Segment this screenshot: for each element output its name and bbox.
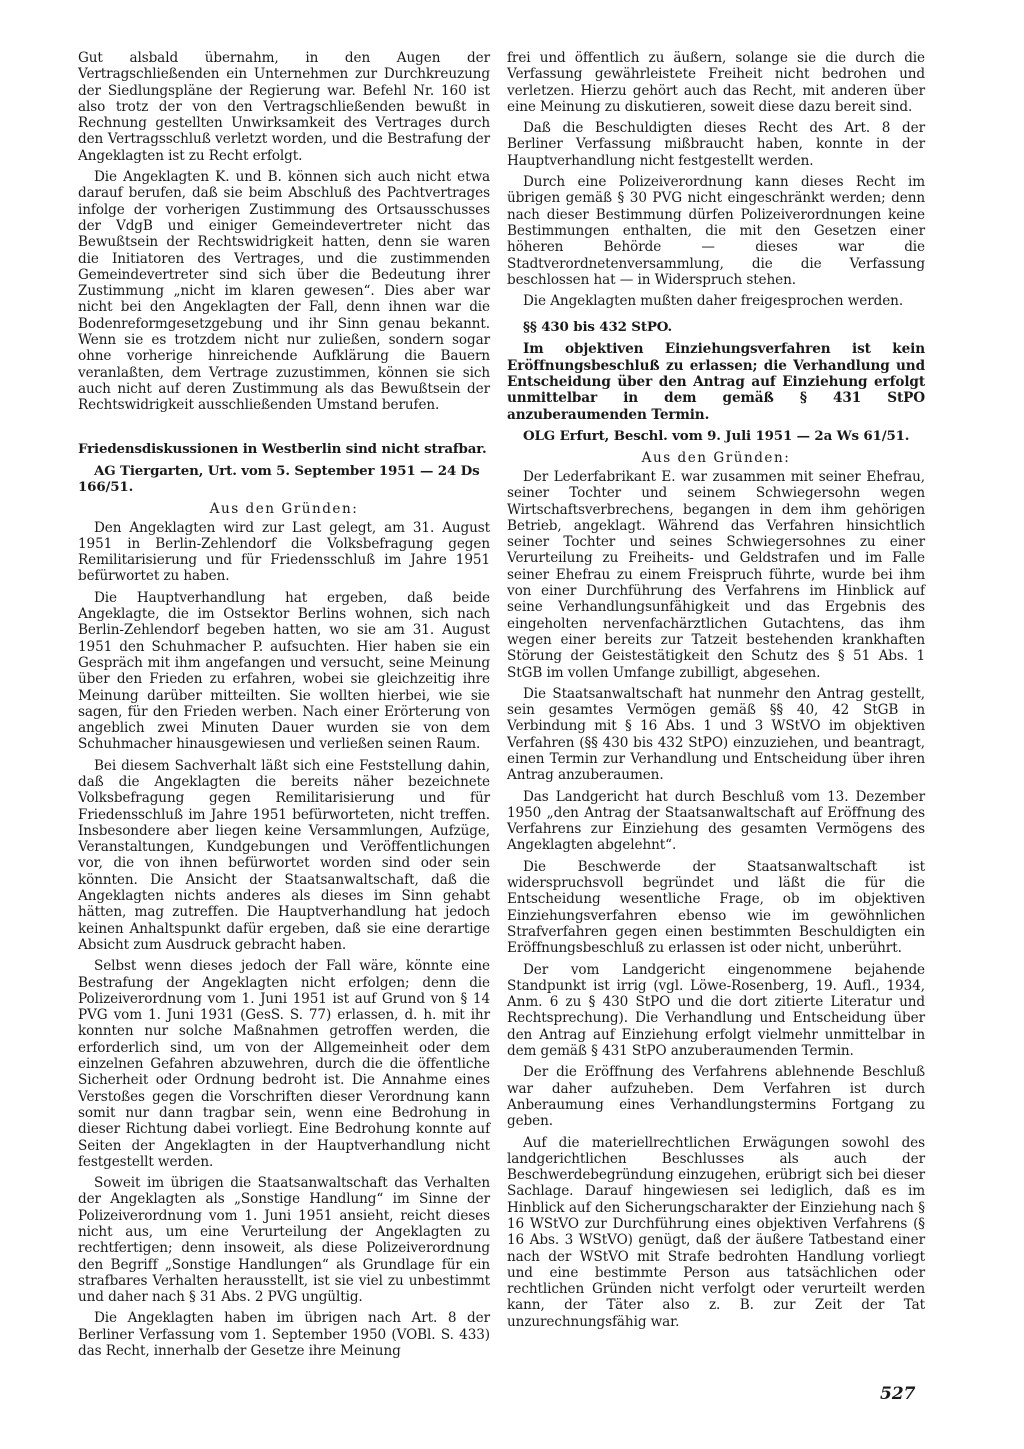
paragraph: Gut alsbald übernahm, in den Augen der Vertragschließenden ein Unternehmen zur Durchkreuzung der Siedlungspläne der Regierung war. Befehl Nr. 160 ist also trotz der von den Vertragschließenden bewußt in Rechnung gestellten Unwirksamkeit des Vertrages durch den Vertragsschluß verletzt worden, und die Bestrafung der Angeklagten ist zu Recht erfolgt. [78, 50, 490, 164]
paragraph: Das Landgericht hat durch Beschluß vom 13. Dezember 1950 „den Antrag der Staatsanwaltschaft auf Eröffnung des Verfahrens zur Einziehung des gesamten Vermögens des Angeklagten abgelehnt“. [507, 788, 925, 854]
paragraph: Die Angeklagten K. und B. können sich auch nicht etwa darauf berufen, daß sie beim Abschluß des Pachtvertrages infolge der vorherigen Zustimmung des Ortsausschusses der VdgB und einiger Gemeindevertreter nicht das Bewußtsein der Rechtswidrigkeit hatten, denn sie waren die Initiatoren des Vertrages, und die zustimmenden Gemeindevertreter sind sich über die Bedeutung ihrer Zustimmung „nicht im klaren gewesen“. Dies aber war nicht bei den Angeklagten der Fall, denn ihnen war die Bodenreformgesetzgebung und ihr Sinn genau bekannt. Wenn sie es trotzdem nicht nur zuließen, sondern sogar ohne vorherige hinreichende Aufklärung die Bauern veranlaßten, dem Vertrage zuzustimmen, können sie sich auch nicht auf deren Zustimmung als das Bewußtsein der Rechtswidrigkeit ausschließenden Umstand berufen. [78, 169, 490, 414]
court-citation: OLG Erfurt, Beschl. vom 9. Juli 1951 — 2a Ws 61/51. [523, 427, 910, 444]
paragraph: frei und öffentlich zu äußern, solange sie die durch die Verfassung gewährleistete Freiheit nicht bedrohen und verletzen. Hierzu gehört auch das Recht, mit anderen über eine Meinung zu diskutieren, soweit diese dazu bereit sind. [507, 50, 925, 115]
paragraph: Auf die materiellrechtlichen Erwägungen sowohl des landgerichtlichen Beschlusses als auch der Beschwerdebegründung einzugehen, erübrigt sich bei dieser Sachlage. Darauf hingewiesen sei lediglich, daß es im Hinblick auf den Sicherungscharakter der Einziehung nach § 16 WStVO zur Durchführung eines objektiven Verfahrens (§ 16 Abs. 3 WStVO) genügt, daß der äußere Tatbestand einer nach der WStVO mit Strafe bedrohten Handlung vorliegt und eine bestimmte Person aus tatsächlichen oder rechtlichen Gründen nicht verfolgt oder verurteilt werden kann, der Täter also z. B. zur Zeit der Tat unzurechnungsfähig war. [507, 1134, 925, 1330]
paragraph: Selbst wenn dieses jedoch der Fall wäre, könnte eine Bestrafung der Angeklagten nicht erfolgen; denn die Polizeiverordnung vom 1. Juni 1951 ist auf Grund von § 14 PVG vom 1. Juni 1931 (GesS. S. 77) erlassen, d. h. mit ihr konnten nur solche Maßnahmen getroffen werden, die erforderlich sind, um von der Allgemeinheit oder dem einzelnen Gefahren abzuwehren, durch die die öffentliche Sicherheit oder Ordnung bedroht ist. Die Annahme eines Verstoßes gegen die Vorschriften dieser Verordnung kann somit nur dann tragbar sein, wenn eine Bedrohung in dieser Richtung dabei vorliegt. Eine Bedrohung konnte auf Seiten der Angeklagten in der Hauptverhandlung nicht festgestellt werden. [78, 958, 490, 1170]
right-column [507, 50, 925, 1335]
case-title: Friedensdiskussionen in Westberlin sind nicht strafbar. [78, 440, 487, 457]
paragraph: Die Beschwerde der Staatsanwaltschaft ist widerspruchsvoll begründet und läßt die für die Entscheidung wesentliche Frage, ob im objektiven Einziehungsverfahren ebenso wie im gewöhnlichen Strafverfahren gegen einen bestimmten Beschuldigten ein Eröffnungsbeschluß zu erlassen ist oder nicht, unberührt. [507, 858, 925, 957]
paragraph: Daß die Beschuldigten dieses Recht des Art. 8 der Berliner Verfassung mißbraucht haben, konnte in der Hauptverhandlung nicht festgestellt werden. [507, 120, 925, 169]
paragraph: Den Angeklagten wird zur Last gelegt, am 31. August 1951 in Berlin-Zehlendorf die Volksbefragung gegen Remilitarisierung und für Friedensschluß im Jahre 1951 befürwortet zu haben. [78, 519, 490, 585]
paragraph: Bei diesem Sachverhalt läßt sich eine Feststellung dahin, daß die Angeklagten die bereits näher bezeichnete Volksbefragung gegen Remilitarisierung und für Friedensschluß im Jahre 1951 befürworteten, nicht treffen. Insbesondere aber liegen keine Versammlungen, Aufzüge, Veranstaltungen, Kundgebungen und Veröffentlichungen vor, die von ihnen befürwortet worden sind oder sein könnten. Die Ansicht der Staatsanwaltschaft, daß die Angeklagten nichts anderes als dieses im Sinn gehabt hätten, mag zutreffen. Die Hauptverhandlung hat jedoch keinen Anhaltspunkt dafür ergeben, daß sie eine derartige Absicht zum Ausdruck gebracht haben. [78, 757, 490, 953]
section-heading: §§ 430 bis 432 StPO. [523, 319, 673, 336]
paragraph: Der Lederfabrikant E. war zusammen mit seiner Ehefrau, seiner Tochter und seinem Schwiegersohn wegen Wirtschaftsverbrechens, begangen in dem ihm gehörigen Betrieb, angeklagt. Während das Verfahren hinsichtlich seiner Tochter und seines Schwiegersohnes zu einer Verurteilung zu Freiheits- und Geldstrafen und im Falle seiner Ehefrau zu einem Freispruch führte, wurde bei ihm von einer Durchführung des Verfahrens im Hinblick auf seine Verhandlungsunfähigkeit und das Ergebnis des eingeholten nervenfachärztlichen Gutachtens, das ihm wegen einer bereits zur Tatzeit bestehenden krankhaften Störung der Geistestätigkeit den Schutz des § 51 Abs. 1 StGB im vollen Umfange zubilligt, abgesehen. [507, 468, 925, 681]
court-citation: AG Tiergarten, Urt. vom 5. September 1951 — 24 Ds 166/51. [78, 462, 480, 495]
paragraph: Die Staatsanwaltschaft hat nunmehr den Antrag gestellt, sein gesamtes Vermögen gemäß §§ 40, 42 StGB in Verbindung mit § 16 Abs. 1 und 3 WStVO im objektiven Verfahren (§§ 430 bis 432 StPO) einzuziehen, und beantragt, einen Termin zur Verhandlung und Entscheidung über ihren Antrag anzuberaumen. [507, 685, 925, 784]
paragraph: Durch eine Polizeiverordnung kann dieses Recht im übrigen gemäß § 30 PVG nicht eingeschränkt werden; denn nach dieser Bestimmung dürfen Polizeiverordnungen keine Bestimmungen enthalten, die mit den Gesetzen einer höheren Behörde — dieses war die Stadtverordnetenversammlung, die die Verfassung beschlossen hat — in Widerspruch stehen. [507, 174, 925, 288]
paragraph: Soweit im übrigen die Staatsanwaltschaft das Verhalten der Angeklagten als „Sonstige Handlung“ im Sinne der Polizeiverordnung vom 1. Juni 1951 ansieht, reicht dieses nicht aus, um eine Verurteilung der Angeklagten zu rechtfertigen; denn insoweit, als diese Polizeiverordnung den Begriff „Sonstige Handlungen“ als Grundlage für ein strafbares Verhalten herausstellt, ist sie viel zu unbestimmt und daher nach § 31 Abs. 2 PVG ungültig. [78, 1175, 490, 1306]
paragraph: Die Angeklagten haben im übrigen nach Art. 8 der Berliner Verfassung vom 1. September 1950 (VOBl. S. 433) das Recht, innerhalb der Gesetze ihre Meinung [78, 1310, 490, 1360]
grounds-heading: Aus den Gründen: [209, 500, 359, 517]
paragraph: Der die Eröffnung des Verfahrens ablehnende Beschluß war daher aufzuheben. Dem Verfahren ist durch Anberaumung eines Verhandlungstermins Fortgang zu geben. [507, 1064, 925, 1130]
paragraph: Die Hauptverhandlung hat ergeben, daß beide Angeklagte, die im Ostsektor Berlins wohnen, sich nach Berlin-Zehlendorf begeben hatten, wo sie am 31. August 1951 den Schuhmacher P. aufsuchten. Hier haben sie ein Gespräch mit ihm angefangen und versucht, seine Meinung über den Frieden zu erfahren, wobei sie gleichzeitig ihre Meinung darüber mitteilten. Sie wollten hierbei, wie sie sagen, für den Frieden werben. Nach einer Erörterung von angeblich zwei Minuten Dauer wurden sie von dem Schuhmacher hinausgewiesen und verließen seinen Raum. [78, 589, 490, 753]
left-column [78, 50, 490, 1364]
page-number: 527 [880, 1384, 916, 1404]
paragraph: Die Angeklagten mußten daher freigesprochen werden. [523, 293, 904, 310]
headnote: Im objektiven Einziehungsverfahren ist kein Eröffnungsbeschluß zu erlassen; die Verhandlung und Entscheidung über den Antrag auf Einziehung erfolgt unmittelbar in dem gemäß § 431 StPO anzuberaumenden Termin. [507, 341, 925, 423]
grounds-heading: Aus den Gründen: [641, 449, 791, 466]
paragraph: Der vom Landgericht eingenommene bejahende Standpunkt ist irrig (vgl. Löwe-Rosenberg, 19. Aufl., 1934, Anm. 6 zu § 430 StPO und die dort zitierte Literatur und Rechtsprechung). Die Verhandlung und Entscheidung über den Antrag auf Einziehung erfolgt vielmehr unmittelbar in dem gemäß § 431 StPO anzuberaumenden Termin. [507, 961, 925, 1060]
